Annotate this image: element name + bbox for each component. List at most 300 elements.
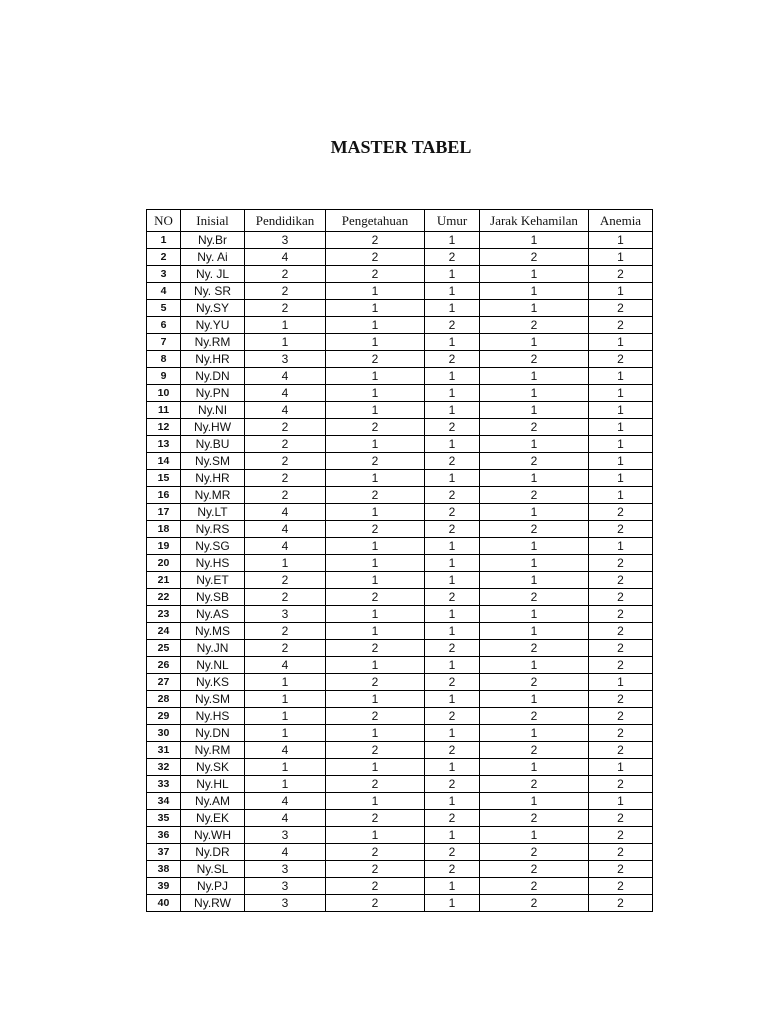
cell-inisial: Ny.RM — [181, 742, 245, 759]
cell-pendidikan: 3 — [245, 606, 326, 623]
cell-umur: 1 — [425, 283, 480, 300]
cell-inisial: Ny.PN — [181, 385, 245, 402]
cell-jarak-kehamilan: 2 — [480, 249, 589, 266]
cell-pendidikan: 2 — [245, 640, 326, 657]
cell-pendidikan: 1 — [245, 759, 326, 776]
cell-pengetahuan: 2 — [326, 742, 425, 759]
cell-pendidikan: 4 — [245, 368, 326, 385]
cell-umur: 2 — [425, 674, 480, 691]
cell-pengetahuan: 1 — [326, 606, 425, 623]
cell-pengetahuan: 2 — [326, 419, 425, 436]
cell-anemia: 2 — [589, 266, 653, 283]
cell-anemia: 2 — [589, 317, 653, 334]
cell-no: 4 — [147, 283, 181, 300]
cell-no: 28 — [147, 691, 181, 708]
column-header-anemia: Anemia — [589, 210, 653, 232]
cell-anemia: 2 — [589, 844, 653, 861]
cell-umur: 2 — [425, 487, 480, 504]
cell-no: 18 — [147, 521, 181, 538]
cell-inisial: Ny. SR — [181, 283, 245, 300]
table-row — [147, 249, 653, 266]
cell-no: 32 — [147, 759, 181, 776]
cell-pendidikan: 4 — [245, 742, 326, 759]
cell-anemia: 1 — [589, 368, 653, 385]
cell-inisial: Ny.JN — [181, 640, 245, 657]
cell-no: 24 — [147, 623, 181, 640]
cell-no: 36 — [147, 827, 181, 844]
cell-no: 6 — [147, 317, 181, 334]
cell-pendidikan: 3 — [245, 878, 326, 895]
cell-anemia: 1 — [589, 453, 653, 470]
cell-umur: 2 — [425, 504, 480, 521]
cell-pengetahuan: 2 — [326, 640, 425, 657]
cell-umur: 1 — [425, 436, 480, 453]
cell-umur: 2 — [425, 810, 480, 827]
table-row — [147, 538, 653, 555]
cell-pengetahuan: 1 — [326, 538, 425, 555]
cell-pengetahuan: 1 — [326, 470, 425, 487]
cell-jarak-kehamilan: 1 — [480, 555, 589, 572]
cell-umur: 1 — [425, 470, 480, 487]
table-row — [147, 844, 653, 861]
cell-umur: 1 — [425, 827, 480, 844]
cell-pengetahuan: 1 — [326, 385, 425, 402]
cell-inisial: Ny.SL — [181, 861, 245, 878]
table-row — [147, 691, 653, 708]
cell-inisial: Ny.RW — [181, 895, 245, 912]
cell-no: 25 — [147, 640, 181, 657]
cell-pengetahuan: 1 — [326, 283, 425, 300]
cell-inisial: Ny.MS — [181, 623, 245, 640]
cell-inisial: Ny.DN — [181, 725, 245, 742]
cell-inisial: Ny.DR — [181, 844, 245, 861]
cell-inisial: Ny.RM — [181, 334, 245, 351]
cell-no: 35 — [147, 810, 181, 827]
cell-pengetahuan: 2 — [326, 453, 425, 470]
cell-pendidikan: 1 — [245, 691, 326, 708]
cell-pengetahuan: 1 — [326, 572, 425, 589]
table-row — [147, 589, 653, 606]
cell-jarak-kehamilan: 2 — [480, 589, 589, 606]
column-header-pengetahuan: Pengetahuan — [326, 210, 425, 232]
cell-umur: 2 — [425, 742, 480, 759]
cell-jarak-kehamilan: 2 — [480, 453, 589, 470]
cell-anemia: 1 — [589, 470, 653, 487]
cell-jarak-kehamilan: 1 — [480, 759, 589, 776]
cell-anemia: 2 — [589, 606, 653, 623]
table-row — [147, 317, 653, 334]
cell-pengetahuan: 1 — [326, 334, 425, 351]
cell-inisial: Ny.BU — [181, 436, 245, 453]
cell-inisial: Ny.KS — [181, 674, 245, 691]
cell-pengetahuan: 2 — [326, 487, 425, 504]
cell-jarak-kehamilan: 2 — [480, 674, 589, 691]
table-row — [147, 776, 653, 793]
cell-pengetahuan: 1 — [326, 793, 425, 810]
cell-anemia: 2 — [589, 827, 653, 844]
cell-inisial: Ny. Ai — [181, 249, 245, 266]
cell-no: 29 — [147, 708, 181, 725]
cell-umur: 2 — [425, 861, 480, 878]
cell-anemia: 2 — [589, 351, 653, 368]
cell-umur: 2 — [425, 589, 480, 606]
cell-pengetahuan: 1 — [326, 827, 425, 844]
cell-jarak-kehamilan: 1 — [480, 385, 589, 402]
cell-jarak-kehamilan: 1 — [480, 402, 589, 419]
cell-inisial: Ny.PJ — [181, 878, 245, 895]
cell-inisial: Ny.EK — [181, 810, 245, 827]
cell-jarak-kehamilan: 2 — [480, 895, 589, 912]
cell-umur: 2 — [425, 317, 480, 334]
cell-no: 11 — [147, 402, 181, 419]
cell-jarak-kehamilan: 1 — [480, 232, 589, 249]
cell-pengetahuan: 1 — [326, 436, 425, 453]
table-row — [147, 453, 653, 470]
cell-pengetahuan: 2 — [326, 776, 425, 793]
cell-pengetahuan: 2 — [326, 861, 425, 878]
column-header-inisial: Inisial — [181, 210, 245, 232]
cell-no: 7 — [147, 334, 181, 351]
cell-no: 15 — [147, 470, 181, 487]
cell-jarak-kehamilan: 2 — [480, 861, 589, 878]
cell-pendidikan: 1 — [245, 334, 326, 351]
cell-jarak-kehamilan: 1 — [480, 436, 589, 453]
cell-pendidikan: 1 — [245, 725, 326, 742]
table-row — [147, 368, 653, 385]
cell-anemia: 2 — [589, 504, 653, 521]
cell-inisial: Ny.RS — [181, 521, 245, 538]
table-row — [147, 419, 653, 436]
table-row — [147, 861, 653, 878]
cell-inisial: Ny.DN — [181, 368, 245, 385]
cell-pendidikan: 2 — [245, 419, 326, 436]
cell-jarak-kehamilan: 2 — [480, 844, 589, 861]
cell-jarak-kehamilan: 2 — [480, 776, 589, 793]
table-row — [147, 334, 653, 351]
cell-jarak-kehamilan: 1 — [480, 300, 589, 317]
cell-pengetahuan: 1 — [326, 402, 425, 419]
table-row — [147, 402, 653, 419]
cell-anemia: 1 — [589, 283, 653, 300]
cell-anemia: 1 — [589, 419, 653, 436]
cell-jarak-kehamilan: 1 — [480, 334, 589, 351]
table-row — [147, 810, 653, 827]
cell-umur: 2 — [425, 249, 480, 266]
cell-pendidikan: 1 — [245, 776, 326, 793]
cell-jarak-kehamilan: 2 — [480, 878, 589, 895]
cell-jarak-kehamilan: 2 — [480, 742, 589, 759]
cell-pendidikan: 1 — [245, 708, 326, 725]
cell-inisial: Ny.Br — [181, 232, 245, 249]
master-table — [146, 209, 653, 912]
column-header-pendidikan: Pendidikan — [245, 210, 326, 232]
table-row — [147, 266, 653, 283]
cell-pengetahuan: 1 — [326, 300, 425, 317]
cell-jarak-kehamilan: 2 — [480, 810, 589, 827]
cell-pengetahuan: 1 — [326, 368, 425, 385]
cell-jarak-kehamilan: 2 — [480, 640, 589, 657]
cell-no: 8 — [147, 351, 181, 368]
cell-pendidikan: 2 — [245, 589, 326, 606]
cell-jarak-kehamilan: 2 — [480, 708, 589, 725]
cell-no: 20 — [147, 555, 181, 572]
cell-pengetahuan: 2 — [326, 674, 425, 691]
cell-anemia: 1 — [589, 334, 653, 351]
table-row — [147, 504, 653, 521]
cell-pendidikan: 4 — [245, 504, 326, 521]
cell-no: 19 — [147, 538, 181, 555]
cell-anemia: 1 — [589, 487, 653, 504]
cell-anemia: 1 — [589, 385, 653, 402]
cell-pendidikan: 1 — [245, 317, 326, 334]
cell-umur: 1 — [425, 623, 480, 640]
table-row — [147, 436, 653, 453]
cell-no: 21 — [147, 572, 181, 589]
cell-pendidikan: 3 — [245, 351, 326, 368]
table-row — [147, 385, 653, 402]
table-row — [147, 725, 653, 742]
cell-umur: 1 — [425, 657, 480, 674]
cell-no: 23 — [147, 606, 181, 623]
cell-umur: 1 — [425, 402, 480, 419]
cell-no: 12 — [147, 419, 181, 436]
cell-anemia: 1 — [589, 674, 653, 691]
cell-pendidikan: 4 — [245, 249, 326, 266]
cell-pengetahuan: 1 — [326, 725, 425, 742]
table-row — [147, 827, 653, 844]
table-row — [147, 606, 653, 623]
cell-pendidikan: 4 — [245, 521, 326, 538]
cell-inisial: Ny.SB — [181, 589, 245, 606]
cell-pendidikan: 4 — [245, 810, 326, 827]
table-body — [147, 232, 653, 912]
cell-no: 1 — [147, 232, 181, 249]
cell-umur: 2 — [425, 419, 480, 436]
cell-anemia: 1 — [589, 232, 653, 249]
cell-pengetahuan: 2 — [326, 521, 425, 538]
cell-anemia: 1 — [589, 793, 653, 810]
table-row — [147, 232, 653, 249]
cell-jarak-kehamilan: 2 — [480, 351, 589, 368]
cell-pendidikan: 4 — [245, 402, 326, 419]
table-row — [147, 487, 653, 504]
cell-no: 31 — [147, 742, 181, 759]
cell-pendidikan: 4 — [245, 538, 326, 555]
cell-no: 39 — [147, 878, 181, 895]
cell-pendidikan: 2 — [245, 623, 326, 640]
cell-anemia: 2 — [589, 589, 653, 606]
cell-pendidikan: 2 — [245, 266, 326, 283]
cell-inisial: Ny.ET — [181, 572, 245, 589]
cell-umur: 1 — [425, 368, 480, 385]
cell-umur: 1 — [425, 691, 480, 708]
cell-no: 30 — [147, 725, 181, 742]
cell-jarak-kehamilan: 1 — [480, 827, 589, 844]
column-header-umur: Umur — [425, 210, 480, 232]
cell-no: 9 — [147, 368, 181, 385]
cell-anemia: 2 — [589, 725, 653, 742]
cell-pengetahuan: 2 — [326, 351, 425, 368]
cell-inisial: Ny.YU — [181, 317, 245, 334]
table-row — [147, 470, 653, 487]
cell-anemia: 2 — [589, 861, 653, 878]
cell-umur: 2 — [425, 453, 480, 470]
cell-umur: 2 — [425, 708, 480, 725]
cell-no: 40 — [147, 895, 181, 912]
cell-anemia: 2 — [589, 521, 653, 538]
cell-umur: 1 — [425, 385, 480, 402]
cell-umur: 1 — [425, 793, 480, 810]
cell-jarak-kehamilan: 1 — [480, 606, 589, 623]
cell-inisial: Ny.HL — [181, 776, 245, 793]
cell-anemia: 2 — [589, 640, 653, 657]
cell-pendidikan: 4 — [245, 793, 326, 810]
cell-jarak-kehamilan: 1 — [480, 504, 589, 521]
cell-no: 2 — [147, 249, 181, 266]
cell-jarak-kehamilan: 2 — [480, 419, 589, 436]
table-row — [147, 742, 653, 759]
cell-inisial: Ny.LT — [181, 504, 245, 521]
cell-anemia: 2 — [589, 657, 653, 674]
cell-pengetahuan: 2 — [326, 810, 425, 827]
cell-no: 17 — [147, 504, 181, 521]
cell-anemia: 1 — [589, 249, 653, 266]
table-row — [147, 674, 653, 691]
cell-no: 22 — [147, 589, 181, 606]
cell-inisial: Ny.HW — [181, 419, 245, 436]
cell-no: 34 — [147, 793, 181, 810]
cell-no: 33 — [147, 776, 181, 793]
cell-umur: 1 — [425, 606, 480, 623]
table-row — [147, 793, 653, 810]
cell-no: 10 — [147, 385, 181, 402]
cell-jarak-kehamilan: 1 — [480, 657, 589, 674]
cell-pengetahuan: 1 — [326, 504, 425, 521]
cell-umur: 2 — [425, 351, 480, 368]
cell-inisial: Ny.SY — [181, 300, 245, 317]
cell-pengetahuan: 2 — [326, 844, 425, 861]
cell-no: 16 — [147, 487, 181, 504]
cell-anemia: 2 — [589, 300, 653, 317]
cell-inisial: Ny.SM — [181, 453, 245, 470]
cell-umur: 1 — [425, 878, 480, 895]
column-header-no: NO — [147, 210, 181, 232]
cell-pengetahuan: 2 — [326, 266, 425, 283]
cell-anemia: 1 — [589, 402, 653, 419]
table-row — [147, 623, 653, 640]
cell-anemia: 1 — [589, 538, 653, 555]
cell-pendidikan: 2 — [245, 436, 326, 453]
cell-pendidikan: 3 — [245, 827, 326, 844]
cell-pengetahuan: 1 — [326, 623, 425, 640]
table-row — [147, 640, 653, 657]
cell-no: 5 — [147, 300, 181, 317]
table-row — [147, 351, 653, 368]
cell-inisial: Ny.SM — [181, 691, 245, 708]
cell-umur: 1 — [425, 759, 480, 776]
cell-anemia: 2 — [589, 776, 653, 793]
cell-inisial: Ny.MR — [181, 487, 245, 504]
cell-anemia: 2 — [589, 742, 653, 759]
cell-umur: 2 — [425, 521, 480, 538]
cell-pendidikan: 1 — [245, 674, 326, 691]
table-row — [147, 708, 653, 725]
cell-pendidikan: 2 — [245, 453, 326, 470]
cell-inisial: Ny.HS — [181, 708, 245, 725]
cell-jarak-kehamilan: 1 — [480, 623, 589, 640]
table-header — [147, 210, 653, 232]
cell-jarak-kehamilan: 1 — [480, 538, 589, 555]
cell-pengetahuan: 1 — [326, 555, 425, 572]
cell-pengetahuan: 2 — [326, 589, 425, 606]
cell-umur: 1 — [425, 555, 480, 572]
cell-jarak-kehamilan: 2 — [480, 487, 589, 504]
cell-pendidikan: 4 — [245, 385, 326, 402]
cell-anemia: 1 — [589, 436, 653, 453]
cell-pendidikan: 4 — [245, 844, 326, 861]
header-row — [147, 210, 653, 232]
cell-pendidikan: 2 — [245, 300, 326, 317]
cell-inisial: Ny.HR — [181, 351, 245, 368]
cell-no: 37 — [147, 844, 181, 861]
cell-anemia: 2 — [589, 572, 653, 589]
cell-inisial: Ny.SG — [181, 538, 245, 555]
cell-jarak-kehamilan: 1 — [480, 691, 589, 708]
cell-jarak-kehamilan: 1 — [480, 793, 589, 810]
cell-pengetahuan: 1 — [326, 317, 425, 334]
cell-pengetahuan: 1 — [326, 691, 425, 708]
table-row — [147, 572, 653, 589]
cell-jarak-kehamilan: 1 — [480, 572, 589, 589]
cell-pengetahuan: 2 — [326, 895, 425, 912]
cell-pengetahuan: 2 — [326, 708, 425, 725]
cell-no: 26 — [147, 657, 181, 674]
cell-pengetahuan: 1 — [326, 657, 425, 674]
cell-anemia: 2 — [589, 555, 653, 572]
cell-inisial: Ny. JL — [181, 266, 245, 283]
cell-pengetahuan: 1 — [326, 759, 425, 776]
cell-anemia: 2 — [589, 623, 653, 640]
cell-umur: 1 — [425, 538, 480, 555]
cell-no: 3 — [147, 266, 181, 283]
cell-pendidikan: 1 — [245, 555, 326, 572]
cell-pengetahuan: 2 — [326, 249, 425, 266]
table-row — [147, 878, 653, 895]
cell-pendidikan: 3 — [245, 232, 326, 249]
cell-jarak-kehamilan: 1 — [480, 368, 589, 385]
table-row — [147, 657, 653, 674]
cell-pendidikan: 2 — [245, 487, 326, 504]
cell-umur: 1 — [425, 232, 480, 249]
cell-umur: 2 — [425, 844, 480, 861]
cell-pendidikan: 2 — [245, 470, 326, 487]
cell-no: 38 — [147, 861, 181, 878]
table-row — [147, 895, 653, 912]
cell-inisial: Ny.SK — [181, 759, 245, 776]
cell-umur: 1 — [425, 334, 480, 351]
cell-anemia: 2 — [589, 708, 653, 725]
cell-jarak-kehamilan: 1 — [480, 266, 589, 283]
cell-umur: 1 — [425, 895, 480, 912]
cell-pendidikan: 3 — [245, 861, 326, 878]
cell-anemia: 2 — [589, 810, 653, 827]
cell-jarak-kehamilan: 1 — [480, 283, 589, 300]
cell-umur: 1 — [425, 300, 480, 317]
cell-pendidikan: 4 — [245, 657, 326, 674]
cell-jarak-kehamilan: 1 — [480, 725, 589, 742]
cell-pendidikan: 2 — [245, 572, 326, 589]
cell-jarak-kehamilan: 2 — [480, 521, 589, 538]
